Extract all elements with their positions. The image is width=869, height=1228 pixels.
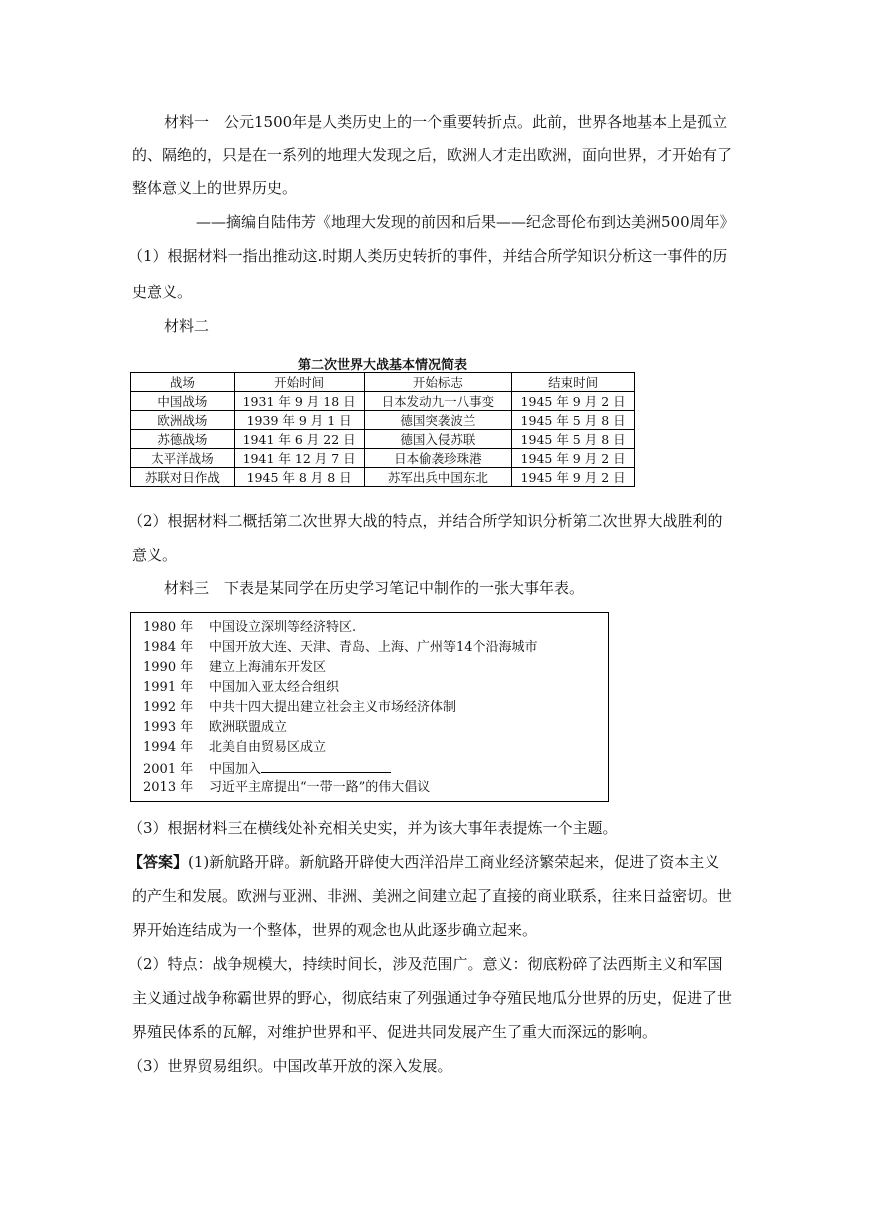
- table-row: [131, 468, 635, 487]
- timeline-year: 1984 年: [143, 640, 194, 655]
- question3-text: （3）根据材料三在横线处补充相关史实，并为该大事年表提炼一个主题。: [128, 819, 618, 837]
- timeline-year: 2001 年: [143, 762, 194, 777]
- timeline-year: 1991 年: [143, 680, 194, 695]
- question1-line-1: （1）根据材料一指出推动这.时期人类历史转折的事件，并结合所学知识分析这一事件的历: [128, 247, 728, 265]
- table-row: [131, 392, 635, 411]
- table-cell: 苏军出兵中国东北: [364, 468, 512, 487]
- timeline-year: 1990 年: [143, 660, 194, 675]
- timeline-row: [143, 739, 326, 757]
- table-cell: 1945 年 8 月 8 日: [234, 468, 364, 487]
- material1-source: ——摘编自陆伟芳《地理大发现的前因和后果——纪念哥伦布到达美洲500周年》: [196, 213, 735, 231]
- wwii-table: [130, 372, 635, 487]
- material1-line-1: 材料一 公元1500年是人类历史上的一个重要转折点。此前，世界各地基本上是孤立: [164, 113, 728, 131]
- table-cell: 1945 年 9 月 2 日: [512, 449, 635, 468]
- answer-line-4: （2）特点：战争规模大，持续时间长，涉及范围广。意义：彻底粉碎了法西斯主义和军国: [128, 955, 723, 973]
- table-header-cell: 开始标志: [364, 373, 512, 392]
- table-cell: 日本发动九一八事变: [364, 392, 512, 411]
- question2-line-2: 意义。: [132, 546, 178, 564]
- answer-text: (1)新航路开辟。新航路开辟使大西洋沿岸工商业经济繁荣起来，促进了资本主义: [188, 853, 720, 871]
- timeline-row: [143, 619, 356, 637]
- timeline-year: 1994 年: [143, 740, 194, 755]
- answer-label: 【答案】: [128, 853, 189, 871]
- material1-line-3: 整体意义上的世界历史。: [132, 179, 298, 197]
- timeline-year: 1993 年: [143, 720, 194, 735]
- table-cell: 太平洋战场: [131, 449, 235, 468]
- timeline-event: 习近平主席提出“一带一路”的伟大倡议: [209, 780, 431, 795]
- timeline-row: [143, 699, 456, 717]
- table-title: 第二次世界大战基本情况简表: [297, 358, 467, 373]
- table-header-row: [131, 373, 635, 392]
- question1-line-2: 史意义。: [132, 283, 193, 301]
- answer-line-6: 界殖民体系的瓦解，对维护世界和平、促进共同发展产生了重大而深远的影响。: [132, 1023, 658, 1041]
- timeline-event: 中国设立深圳等经济特区.: [209, 620, 357, 635]
- table-cell: 苏德战场: [131, 430, 235, 449]
- timeline-row: [143, 679, 339, 697]
- timeline-row: [143, 759, 391, 779]
- table-header-cell: 战场: [131, 373, 235, 392]
- timeline-year: 1980 年: [143, 620, 194, 635]
- table-row: [131, 411, 635, 430]
- answer-line-3: 界开始连结成为一个整体，世界的观念也从此逐步确立起来。: [132, 921, 538, 939]
- table-cell: 中国战场: [131, 392, 235, 411]
- table-cell: 欧洲战场: [131, 411, 235, 430]
- timeline-row: [143, 719, 287, 737]
- timeline-year: 2013 年: [143, 780, 194, 795]
- table-cell: 1945 年 5 月 8 日: [512, 411, 635, 430]
- table-cell: 德国突袭波兰: [364, 411, 512, 430]
- timeline-event: 北美自由贸易区成立: [209, 740, 327, 755]
- timeline-event: 中国开放大连、天津、青岛、上海、广州等14个沿海城市: [209, 640, 538, 655]
- timeline-row: [143, 639, 538, 657]
- table-header-cell: 开始时间: [234, 373, 364, 392]
- timeline-event: 中国加入: [209, 762, 262, 777]
- table-row: [131, 430, 635, 449]
- answer-line-2: 的产生和发展。欧洲与亚洲、非洲、美洲之间建立起了直接的商业联系，往来日益密切。世: [132, 887, 733, 905]
- timeline-row: [143, 659, 326, 677]
- table-cell: 苏联对日作战: [131, 468, 235, 487]
- table-cell: 1945 年 9 月 2 日: [512, 468, 635, 487]
- table-cell: 1945 年 5 月 8 日: [512, 430, 635, 449]
- timeline-event: 中共十四大提出建立社会主义市场经济体制: [209, 700, 457, 715]
- table-header-cell: 结束时间: [512, 373, 635, 392]
- table-cell: 日本偷袭珍珠港: [364, 449, 512, 468]
- timeline-event: 中国加入亚太经合组织: [209, 680, 340, 695]
- question2-line-1: （2）根据材料二概括第二次世界大战的特点，并结合所学知识分析第二次世界大战胜利的: [128, 512, 723, 530]
- timeline-event: 建立上海浦东开发区: [209, 660, 327, 675]
- material1-line-2: 的、隔绝的，只是在一系列的地理大发现之后，欧洲人才走出欧洲，面向世界，才开始有了: [132, 146, 733, 164]
- timeline-box: [130, 612, 609, 802]
- table-cell: 1939 年 9 月 1 日: [234, 411, 364, 430]
- table-cell: 1941 年 6 月 22 日: [234, 430, 364, 449]
- material3-intro: 材料三 下表是某同学在历史学习笔记中制作的一张大事年表。: [164, 579, 585, 597]
- table-cell: 1945 年 9 月 2 日: [512, 392, 635, 411]
- timeline-row: [143, 779, 430, 797]
- material2-label: 材料二: [164, 317, 210, 335]
- answer-line-1: [128, 852, 719, 872]
- answer-line-5: 主义通过战争称霸世界的野心，彻底结束了列强通过争夺殖民地瓜分世界的历史，促进了世: [132, 989, 733, 1007]
- table-cell: 1931 年 9 月 18 日: [234, 392, 364, 411]
- table-cell: 1941 年 12 月 7 日: [234, 449, 364, 468]
- table-cell: 德国入侵苏联: [364, 430, 512, 449]
- timeline-year: 1992 年: [143, 700, 194, 715]
- fill-in-blank[interactable]: [261, 759, 391, 773]
- answer-line-7: （3）世界贸易组织。中国改革开放的深入发展。: [128, 1057, 453, 1075]
- table-row: [131, 449, 635, 468]
- timeline-event: 欧洲联盟成立: [209, 720, 288, 735]
